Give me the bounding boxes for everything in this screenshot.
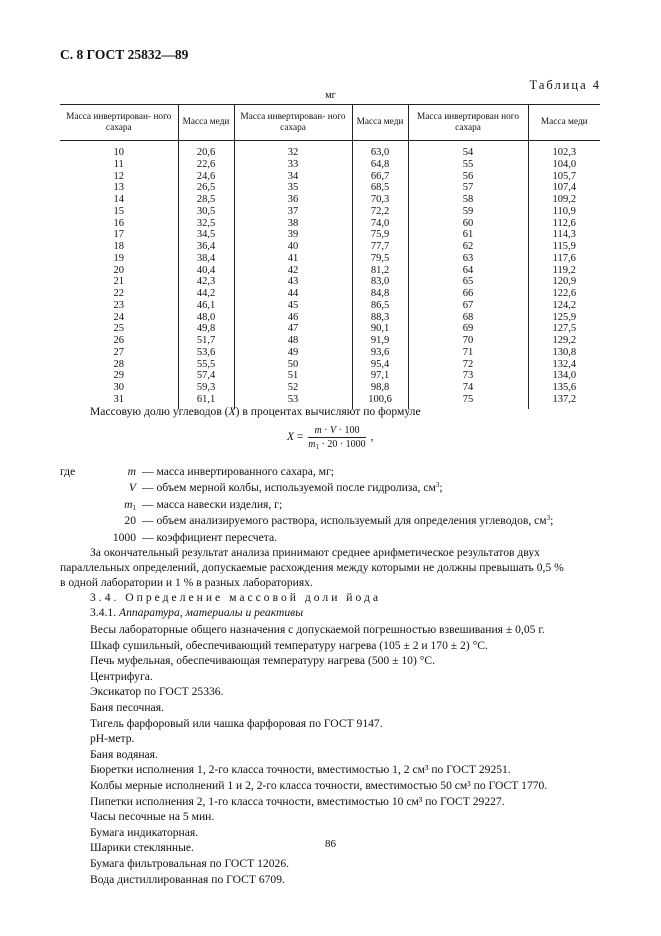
- table-cell: 48: [234, 335, 352, 347]
- table-cell: 41: [234, 253, 352, 265]
- table-row: [60, 229, 600, 241]
- table-row: [60, 206, 600, 218]
- formula-denominator: $m_1 \cdot 20 \cdot 1000$: [308, 439, 366, 451]
- table-cell: 32,5: [178, 218, 234, 230]
- table-cell: 38: [234, 218, 352, 230]
- table-cell: 90,1: [352, 323, 408, 335]
- table-cell: 47: [234, 323, 352, 335]
- table-cell: 71: [408, 347, 528, 359]
- table-cell: 33: [234, 159, 352, 171]
- equipment-item: Колбы мерные исполнений 1 и 2, 2-го класса точности, вместимостью 50 см³ по ГОСТ 1770.: [90, 778, 548, 792]
- table-cell: 125,9: [528, 312, 600, 324]
- table-cell: 51: [234, 370, 352, 382]
- equipment-item: Баня песочная.: [90, 700, 164, 714]
- page-number: 86: [325, 838, 336, 850]
- table-cell: 62: [408, 241, 528, 253]
- table-cell: 40: [234, 241, 352, 253]
- table-cell: 35: [234, 182, 352, 194]
- table-cell: 12: [113, 170, 124, 182]
- table-row: [60, 382, 600, 394]
- formula-eq: =: [296, 431, 304, 444]
- table-cell: 57: [408, 182, 528, 194]
- table-row: [60, 141, 600, 159]
- table-cell: 40,4: [178, 265, 234, 277]
- table-cell: 22,6: [178, 159, 234, 171]
- table-row: [60, 300, 600, 312]
- table-cell: 53: [234, 394, 352, 409]
- table-cell: 73: [408, 370, 528, 382]
- header-sugar-3: Масса инвертирован ного сахара: [408, 105, 528, 141]
- final-paragraph-line-2: параллельных определений, допускаемые расхождения между которыми не должны превышать 0,5 %: [60, 561, 564, 574]
- table-cell: 59: [408, 206, 528, 218]
- copper-sugar-table: [60, 104, 600, 409]
- table-cell: 104,0: [528, 159, 600, 171]
- table-cell: 64: [408, 265, 528, 277]
- formula-fraction: [308, 425, 365, 450]
- header-sugar-2: Масса инвертирован- ного сахара: [234, 105, 352, 141]
- table-cell: 129,2: [528, 335, 600, 347]
- table-row: [60, 171, 600, 183]
- table-cell: 49,8: [178, 323, 234, 335]
- table-cell: 55,5: [178, 359, 234, 371]
- table-cell: 117,6: [528, 253, 600, 265]
- table-cell: 48,0: [178, 312, 234, 324]
- table-row: [60, 194, 600, 206]
- table-cell: 53,6: [178, 347, 234, 359]
- table-cell: 54: [408, 141, 528, 159]
- table-row: [60, 276, 600, 288]
- table-row: [60, 241, 600, 253]
- table-row: [60, 218, 600, 230]
- table-cell: 68: [408, 312, 528, 324]
- table-cell: 52: [234, 382, 352, 394]
- table-cell: 135,6: [528, 382, 600, 394]
- table-cell: 61: [408, 229, 528, 241]
- equipment-item: Пипетки исполнения 2, 1-го класса точности, вместимостью 10 см³ по ГОСТ 29227.: [90, 794, 505, 808]
- table-cell: 66,7: [352, 171, 408, 183]
- equipment-item: Баня водяная.: [90, 747, 158, 761]
- table-cell: 77,7: [352, 241, 408, 253]
- table-cell: 81,2: [352, 265, 408, 277]
- table-cell: 74: [408, 382, 528, 394]
- table-cell: 63,0: [352, 141, 408, 159]
- table-cell: 134,0: [528, 370, 600, 382]
- table-cell: 79,5: [352, 253, 408, 265]
- table-row: [60, 347, 600, 359]
- table-cell: 100,6: [352, 394, 408, 409]
- table-cell: 21: [113, 276, 124, 288]
- table-cell: 25: [113, 323, 124, 335]
- table-row: [60, 159, 600, 171]
- table-cell: 93,6: [352, 347, 408, 359]
- table-cell: 91,9: [352, 335, 408, 347]
- table-cell: 74,0: [352, 218, 408, 230]
- table-cell: 59,3: [178, 382, 234, 394]
- table-cell: 15: [113, 205, 124, 217]
- table-cell: 46: [234, 312, 352, 324]
- section-3-4-heading: 3.4. Определение массовой доли йода: [90, 591, 382, 604]
- table-cell: 68,5: [352, 182, 408, 194]
- header-sugar-1: Масса инвертирован- ного сахара: [60, 105, 178, 141]
- section-3-4-1-heading: 3.4.1. Аппаратура, материалы и реактивы: [90, 606, 304, 619]
- table-cell: 75,9: [352, 229, 408, 241]
- equipment-item: Бумага фильтровальная по ГОСТ 12026.: [90, 856, 290, 870]
- table-cell: 36,4: [178, 241, 234, 253]
- table-cell: 61,1: [178, 394, 234, 409]
- table-row: [60, 182, 600, 194]
- table-cell: 107,4: [528, 182, 600, 194]
- table-cell: 55: [408, 159, 528, 171]
- table-cell: 115,9: [528, 241, 600, 253]
- table-cell: 137,2: [528, 394, 600, 409]
- table-cell: 72: [408, 359, 528, 371]
- table-cell: 122,6: [528, 288, 600, 300]
- table-cell: 24,6: [178, 171, 234, 183]
- table-cell: 24: [113, 311, 124, 323]
- table-row: [60, 323, 600, 335]
- table-cell: 27: [113, 346, 124, 358]
- header-copper-3: Масса меди: [528, 105, 600, 141]
- table-caption: Таблица 4: [529, 78, 601, 92]
- table-cell: 83,0: [352, 276, 408, 288]
- table-cell: 110,9: [528, 206, 600, 218]
- table-cell: 127,5: [528, 323, 600, 335]
- table-cell: 67: [408, 300, 528, 312]
- table-cell: 37: [234, 206, 352, 218]
- final-paragraph-line-1: За окончательный результат анализа принимают среднее арифметическое результатов двух: [90, 546, 540, 559]
- table-cell: 57,4: [178, 370, 234, 382]
- table-cell: 42: [234, 265, 352, 277]
- table-cell: 10: [113, 147, 124, 158]
- table-cell: 86,5: [352, 300, 408, 312]
- formula: [287, 425, 373, 450]
- table-row: [60, 312, 600, 324]
- equipment-item: Часы песочные на 5 мин.: [90, 810, 215, 824]
- table-cell: 75: [408, 394, 528, 409]
- table-cell: 36: [234, 194, 352, 206]
- table-cell: 16: [113, 217, 124, 229]
- table-cell: 102,3: [528, 141, 600, 159]
- table-cell: 64,8: [352, 159, 408, 171]
- table-cell: 11: [113, 158, 124, 170]
- table-cell: 31: [113, 393, 124, 405]
- table-cell: 22: [113, 288, 124, 299]
- table-cell: 105,7: [528, 171, 600, 183]
- equipment-item: Бюретки исполнения 1, 2-го класса точности, вместимостью 1, 2 см³ по ГОСТ 29251.: [90, 763, 511, 777]
- formula-intro: Массовую долю углеводов (X) в процентах вычисляют по формуле: [90, 405, 421, 418]
- table-cell: 38,4: [178, 253, 234, 265]
- table-cell: 119,2: [528, 265, 600, 277]
- table-cell: 60: [408, 218, 528, 230]
- table-cell: 130,8: [528, 347, 600, 359]
- table-cell: 69: [408, 323, 528, 335]
- table-cell: 72,2: [352, 206, 408, 218]
- equipment-item: Центрифуга.: [90, 669, 153, 683]
- table-cell: 98,8: [352, 382, 408, 394]
- table-cell: 45: [234, 300, 352, 312]
- equipment-item: Бумага индикаторная.: [90, 825, 199, 839]
- table-row: [60, 288, 600, 300]
- equipment-item: Тигель фарфоровый или чашка фарфоровая по ГОСТ 9147.: [90, 716, 383, 730]
- table-row: [60, 370, 600, 382]
- table-cell: 50: [234, 359, 352, 371]
- table-cell: 34,5: [178, 229, 234, 241]
- equipment-item: рН-метр.: [90, 732, 135, 746]
- table-cell: 44,2: [178, 288, 234, 300]
- table-cell: 70: [408, 335, 528, 347]
- table-cell: 58: [408, 194, 528, 206]
- table-cell: 44: [234, 288, 352, 300]
- table-cell: 124,2: [528, 300, 600, 312]
- table-cell: 97,1: [352, 370, 408, 382]
- equipment-item: Эксикатор по ГОСТ 25336.: [90, 685, 224, 699]
- table-cell: 84,8: [352, 288, 408, 300]
- equipment-item: Шарики стеклянные.: [90, 841, 194, 855]
- table-cell: 19: [113, 252, 124, 264]
- table-cell: 112,6: [528, 218, 600, 230]
- table-cell: 39: [234, 229, 352, 241]
- table-cell: 23: [113, 299, 124, 311]
- table-cell: 114,3: [528, 229, 600, 241]
- table-cell: 26: [113, 335, 124, 346]
- table-cell: 88,3: [352, 312, 408, 324]
- table-cell: 28: [113, 358, 124, 370]
- equipment-item: Вода дистиллированная по ГОСТ 6709.: [90, 872, 285, 886]
- formula-numerator: m · V · 100: [308, 425, 365, 438]
- table-cell: 20: [113, 264, 124, 276]
- table-body: [60, 141, 600, 409]
- table-cell: 28,5: [178, 194, 234, 206]
- page-header: С. 8 ГОСТ 25832—89: [60, 47, 189, 62]
- table-cell: 120,9: [528, 276, 600, 288]
- formula-trail: ,: [370, 431, 374, 444]
- final-paragraph-line-3: в одной лаборатории и 1 % в разных лабораториях.: [60, 576, 313, 589]
- table-cell: 42,3: [178, 276, 234, 288]
- table-cell: 20,6: [178, 141, 234, 159]
- table-cell: 66: [408, 288, 528, 300]
- table-cell: 95,4: [352, 359, 408, 371]
- table-cell: 51,7: [178, 335, 234, 347]
- equipment-item: Весы лабораторные общего назначения с допускаемой погрешностью взвешивания ± 0,05 г.: [90, 623, 545, 636]
- table-cell: 18: [113, 241, 124, 252]
- table-cell: 56: [408, 171, 528, 183]
- table-cell: 132,4: [528, 359, 600, 371]
- table-row: [60, 335, 600, 347]
- table-cell: 30,5: [178, 206, 234, 218]
- table-cell: 109,2: [528, 194, 600, 206]
- table-row: [60, 359, 600, 371]
- table-cell: 65: [408, 276, 528, 288]
- table-cell: 29: [113, 370, 124, 382]
- table-cell: 46,1: [178, 300, 234, 312]
- header-copper-2: Масса меди: [352, 105, 408, 141]
- table-cell: 63: [408, 253, 528, 265]
- table-cell: 13: [113, 182, 124, 194]
- table-header-row: [60, 105, 600, 141]
- table-cell: 14: [113, 194, 124, 205]
- table-cell: 26,5: [178, 182, 234, 194]
- table-cell: 30: [113, 382, 124, 393]
- table-row: [60, 265, 600, 277]
- table-cell: 43: [234, 276, 352, 288]
- table-cell: 17: [113, 229, 124, 241]
- table-cell: 49: [234, 347, 352, 359]
- table-row: [60, 253, 600, 265]
- table-unit: мг: [325, 90, 336, 101]
- header-copper-1: Масса меди: [178, 105, 234, 141]
- equipment-item: Шкаф сушильный, обеспечивающий температуру нагрева (105 ± 2 и 170 ± 2) °С.: [90, 638, 488, 652]
- formula-lhs: X: [287, 431, 295, 444]
- table-cell: 32: [234, 141, 352, 159]
- where-label: где: [60, 465, 76, 478]
- table-cell: 34: [234, 171, 352, 183]
- equipment-item: Печь муфельная, обеспечивающая температуру нагрева (500 ± 10) °С.: [90, 654, 435, 668]
- table-cell: 70,3: [352, 194, 408, 206]
